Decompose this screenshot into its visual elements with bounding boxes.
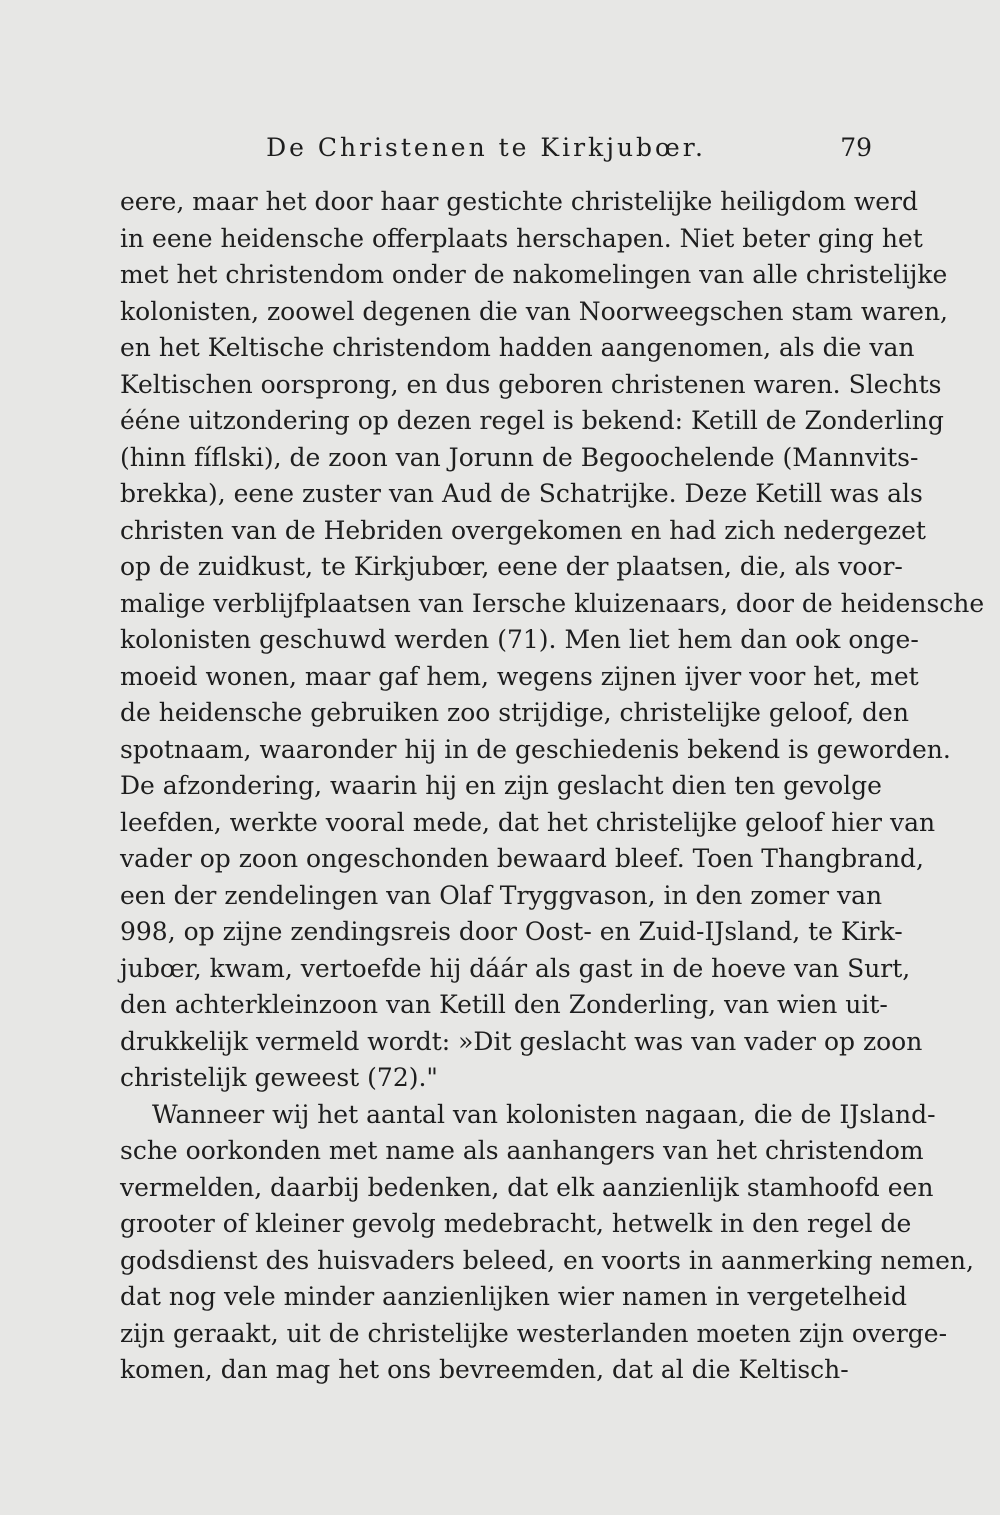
text-line: christen van de Hebriden overgekomen en had zich nedergezet	[120, 515, 926, 545]
text-line: drukkelijk vermeld wordt: »Dit geslacht was van vader op zoon	[120, 1026, 923, 1056]
text-line: Keltischen oorsprong, en dus geboren christenen waren. Slechts	[120, 369, 942, 399]
text-line: godsdienst des huisvaders beleed, en voorts in aanmerking nemen,	[120, 1245, 974, 1275]
text-line: met het christendom onder de nakomelingen van alle christelijke	[120, 260, 948, 289]
text-line: in eene heidensche offerplaats herschapen. Niet beter ging het	[120, 223, 923, 253]
text-line: kolonisten geschuwd werden (71). Men liet hem dan ook onge-	[120, 625, 919, 654]
text-line: vader op zoon ongeschonden bewaard bleef. Toen Thangbrand,	[120, 844, 925, 873]
text-line: kolonisten, zoowel degenen die van Noorweegschen stam waren,	[120, 296, 949, 326]
text-line: grooter of kleiner gevolg medebracht, hetwelk in den regel de	[120, 1209, 912, 1238]
text-line: ééne uitzondering op dezen regel is bekend: Ketill de Zonderling	[120, 406, 944, 435]
text-line: zijn geraakt, uit de christelijke westerlanden moeten zijn overge-	[120, 1318, 948, 1348]
running-title: De Christenen te Kirkjubœr.	[266, 133, 706, 162]
text-line: leefden, werkte vooral mede, dat het christelijke geloof hier van	[120, 807, 936, 837]
text-line: sche oorkonden met name als aanhangers van het christendom	[120, 1136, 924, 1165]
text-line: eere, maar het door haar gestichte christelijke heiligdom werd	[120, 187, 918, 216]
text-line: op de zuidkust, te Kirkjubœr, eene der plaatsen, die, als voor-	[120, 552, 903, 581]
text-line: 998, op zijne zendingsreis door Oost- en Zuid-IJsland, te Kirk-	[120, 917, 903, 946]
text-line: jubœr, kwam, vertoefde hij dáár als gast in de hoeve van Surt,	[120, 953, 911, 983]
page-number: 79	[840, 133, 872, 162]
text-line: De afzondering, waarin hij en zijn geslacht dien ten gevolge	[120, 771, 882, 800]
text-line: Wanneer wij het aantal van kolonisten nagaan, die de IJsland-	[152, 1099, 936, 1129]
text-line: komen, dan mag het ons bevreemden, dat al die Keltisch-	[120, 1355, 849, 1384]
text-line: spotnaam, waaronder hij in de geschiedenis bekend is geworden.	[120, 734, 951, 764]
body-text	[120, 184, 985, 1389]
text-line: malige verblijfplaatsen van Iersche kluizenaars, door de heidensche	[120, 588, 985, 618]
text-line: brekka), eene zuster van Aud de Schatrijke. Deze Ketill was als	[120, 479, 923, 508]
page-header	[120, 130, 872, 166]
text-line: de heidensche gebruiken zoo strijdige, christelijke geloof, den	[120, 698, 909, 727]
text-line: en het Keltische christendom hadden aangenomen, als die van	[120, 333, 915, 362]
text-line: christelijk geweest (72)."	[120, 1063, 438, 1092]
text-line: een der zendelingen van Olaf Tryggvason, in den zomer van	[120, 880, 883, 910]
text-line: dat nog vele minder aanzienlijken wier namen in vergetelheid	[120, 1282, 907, 1311]
text-line: vermelden, daarbij bedenken, dat elk aanzienlijk stamhoofd een	[120, 1172, 934, 1202]
text-line: moeid wonen, maar gaf hem, wegens zijnen ijver voor het, met	[120, 661, 919, 691]
text-line: (hinn fíflski), de zoon van Jorunn de Begoochelende (Mannvits-	[120, 442, 919, 472]
text-line: den achterkleinzoon van Ketill den Zonderling, van wien uit-	[120, 990, 888, 1019]
